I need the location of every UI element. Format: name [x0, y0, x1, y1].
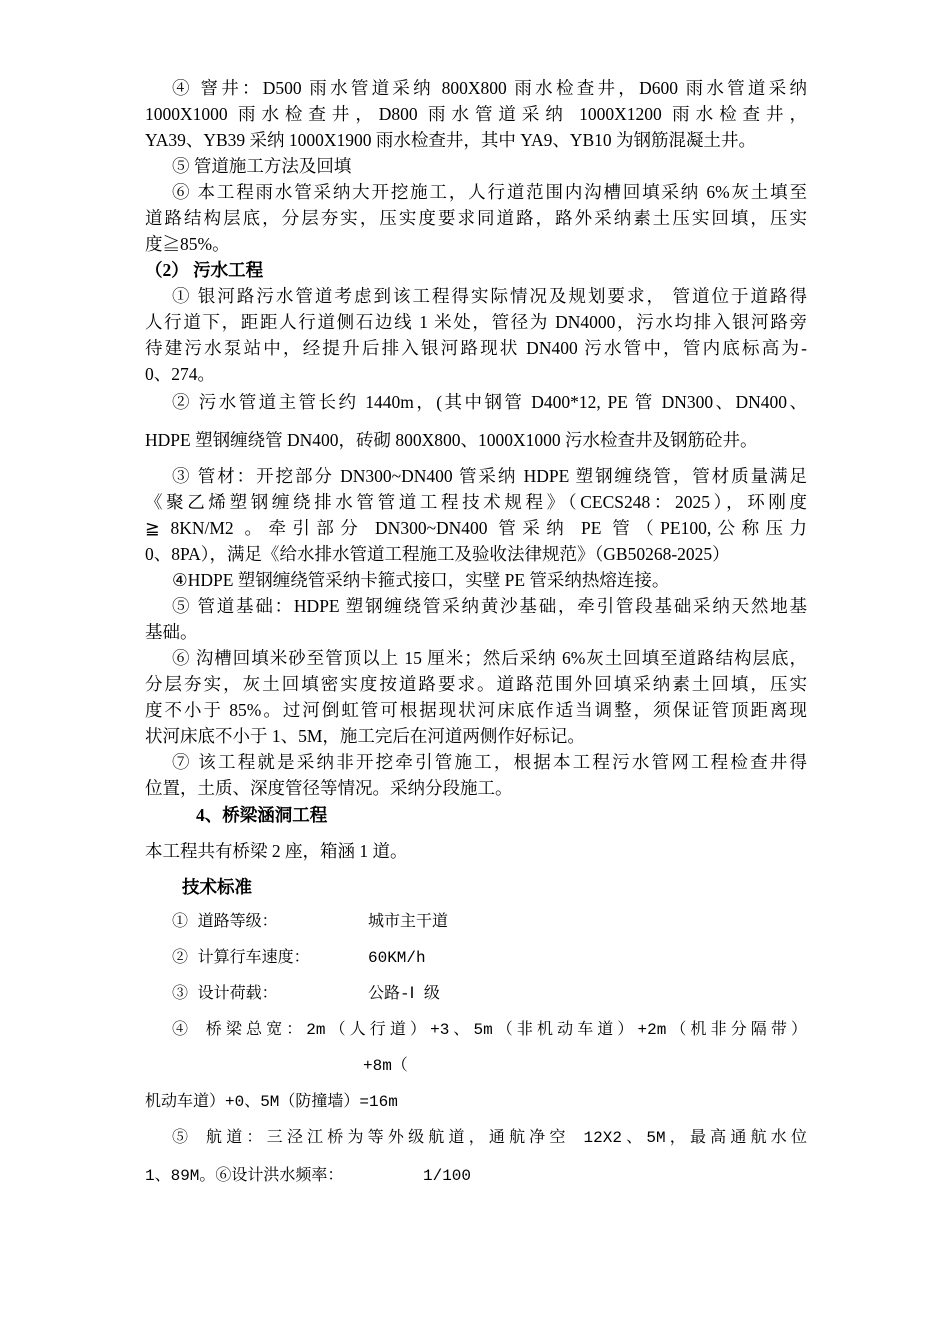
- sewage-p1-line-1: ① 银河路污水管道考虑到该工程得实际情况及规划要求， 管道位于道路得: [172, 286, 807, 306]
- construction-method-line-3: 度≧85%。: [145, 234, 230, 254]
- spec-design-speed: [172, 946, 310, 970]
- sewage-heading: （2） 污水工程: [145, 260, 264, 280]
- sewage-p3-line-2: 《聚乙烯塑钢缠绕排水管管道工程技术规程》（CECS248：2025），环刚度: [145, 492, 807, 512]
- bridge-intro: 本工程共有桥梁 2 座，箱涵 1 道。: [145, 841, 408, 861]
- tech-standard-heading: 技术标准: [182, 877, 252, 897]
- sewage-p2-line-1: ② 污水管道主管长约 1440m，(其中钢管 D400*12, PE 管 DN300、DN400、: [172, 392, 807, 412]
- manholes-line-1: ④ 窨井：D500 雨水管道采纳 800X800 雨水检查井，D600 雨水管道采纳: [172, 78, 807, 98]
- sewage-p3-line-1: ③ 管材：开挖部分 DN300~DN400 管采纳 HDPE 塑钢缠绕管，管材质量满足: [172, 466, 807, 486]
- sewage-p6-line-1: ⑥ 沟槽回填米砂至管顶以上 15 厘米；然后采纳 6%灰土回填至道路结构层底，: [172, 648, 807, 668]
- manholes-line-2: 1000X1000 雨水检查井，D800 雨水管道采纳 1000X1200 雨水检查井，: [145, 104, 807, 124]
- sewage-p7-line-1: ⑦ 该工程就是采纳非开挖牵引管施工，根据本工程污水管网工程检查井得: [172, 752, 807, 772]
- sewage-p6-line-4: 状河床底不小于 1、5M，施工完后在河道两侧作好标记。: [145, 726, 585, 746]
- spec-bridge-width-line-3: 机动车道）+0、5M（防撞墙）=16m: [145, 1093, 398, 1111]
- spec-bridge-width-line-1: ④ 桥梁总宽：2m（人行道）+3、5m（非机动车道）+2m（机非分隔带）: [172, 1021, 807, 1039]
- sewage-p1-line-4: 0、274。: [145, 364, 215, 384]
- manholes-line-3: YA39、YB39 采纳 1000X1900 雨水检查井，其中 YA9、YB10 为钢筋混凝土井。: [145, 130, 757, 150]
- construction-method-line-1: ⑥ 本工程雨水管采纳大开挖施工，人行道范围内沟槽回填采纳 6%灰土填至: [172, 182, 807, 202]
- construction-method-heading: ⑤ 管道施工方法及回填: [172, 156, 352, 176]
- spec-bridge-width-line-2: +8m（: [363, 1057, 408, 1075]
- spec-design-load-label: ③ 设计荷载：: [172, 985, 278, 1003]
- spec-design-load: [172, 982, 278, 1006]
- sewage-p6-line-3: 度不小于 85%。过河倒虹管可根据现状河床底作适当调整，须保证管顶距离现: [145, 700, 807, 720]
- spec-design-speed-label: ② 计算行车速度：: [172, 949, 310, 967]
- spec-waterway-line-1: ⑤ 航道：三泾江桥为等外级航道，通航净空 12X2、5M，最高通航水位: [172, 1129, 807, 1147]
- spec-waterway-line-2: 1、89M。⑥设计洪水频率：: [145, 1167, 344, 1185]
- sewage-p6-line-2: 分层夯实，灰土回填密实度按道路要求。道路范围外回填采纳素土回填，压实: [145, 674, 807, 694]
- sewage-p7-line-2: 位置，土质、深度管径等情况。采纳分段施工。: [145, 778, 513, 798]
- sewage-p5-line-1: ⑤ 管道基础：HDPE 塑钢缠绕管采纳黄沙基础，牵引管段基础采纳天然地基: [172, 596, 807, 616]
- bridge-heading: 4、桥梁涵洞工程: [196, 805, 328, 825]
- sewage-p5-line-2: 基础。: [145, 622, 198, 642]
- spec-road-grade-value: 城市主干道: [368, 913, 449, 931]
- construction-method-line-2: 道路结构层底，分层夯实，压实度要求同道路，路外采纳素土压实回填，压实: [145, 208, 807, 228]
- spec-design-load-value: 公路-Ⅰ 级: [368, 985, 440, 1003]
- spec-road-grade-label: ① 道路等级：: [172, 913, 278, 931]
- sewage-p3-line-4: 0、8PA），满足《给水排水管道工程施工及验收法律规范》（GB50268-2025）: [145, 544, 730, 564]
- sewage-p3-line-3: ≧ 8KN/M2 。牵引部分 DN300~DN400 管采纳 PE 管（PE100,公称压力: [145, 518, 807, 538]
- sewage-p2-line-2: HDPE 塑钢缠绕管 DN400，砖砌 800X800、1000X1000 污水检查井及钢筋砼井。: [145, 430, 758, 450]
- spec-design-speed-value: 60KM/h: [368, 949, 426, 967]
- spec-road-grade: [172, 910, 278, 934]
- spec-flood-frequency-value: 1/100: [423, 1167, 472, 1185]
- sewage-p4-line-1: ④HDPE 塑钢缠绕管采纳卡箍式接口，实壁 PE 管采纳热熔连接。: [172, 570, 670, 590]
- sewage-p1-line-2: 人行道下，距距人行道侧石边线 1 米处，管径为 DN4000，污水均排入银河路旁: [145, 312, 807, 332]
- sewage-p1-line-3: 待建污水泵站中，经提升后排入银河路现状 DN400 污水管中，管内底标高为-: [145, 338, 807, 358]
